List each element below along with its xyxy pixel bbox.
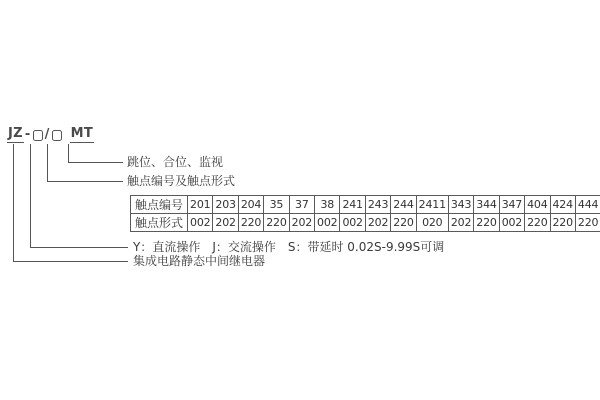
contact-form-cell: 002 <box>499 214 524 232</box>
connector-line-operation-horizontal <box>30 247 128 248</box>
contact-number-cell: 37 <box>289 196 314 214</box>
connector-line-relay-vertical <box>13 144 14 261</box>
contact-form-cell: 220 <box>391 214 416 232</box>
contact-form-cell: 002 <box>188 214 213 232</box>
contact-form-cell: 220 <box>525 214 550 232</box>
connector-line-contact-vertical <box>47 144 48 181</box>
mt-function-label: 跳位、合位、监视 <box>127 155 224 169</box>
contact-form-cell: 220 <box>474 214 499 232</box>
contact-number-cell: 243 <box>365 196 390 214</box>
model-prefix: JZ <box>8 126 23 141</box>
model-slash: / <box>44 127 50 142</box>
contact-number-cell: 201 <box>188 196 213 214</box>
connector-line-operation-vertical <box>30 144 31 247</box>
model-suffix: MT <box>70 126 94 141</box>
contact-form-cell: 220 <box>575 214 600 232</box>
contact-number-cell: 241 <box>340 196 365 214</box>
contact-number-cell: 2411 <box>416 196 448 214</box>
contact-form-cell: 220 <box>264 214 289 232</box>
contact-form-row <box>131 214 600 232</box>
contact-form-header: 触点形式 <box>131 214 188 232</box>
contact-number-cell: 204 <box>238 196 263 214</box>
connector-line-mt-vertical <box>68 144 69 162</box>
contact-number-cell: 444 <box>575 196 600 214</box>
connector-line-contact-horizontal <box>47 181 123 182</box>
contact-number-cell: 404 <box>525 196 550 214</box>
contact-form-cell: 202 <box>213 214 238 232</box>
contact-table <box>130 195 600 232</box>
model-dash: - <box>24 127 31 142</box>
contact-form-cell: 220 <box>238 214 263 232</box>
contact-form-cell: 002 <box>315 214 340 232</box>
contact-number-cell: 203 <box>213 196 238 214</box>
contact-number-row <box>131 196 600 214</box>
contact-number-cell: 347 <box>499 196 524 214</box>
contact-number-cell: 244 <box>391 196 416 214</box>
relay-type-label: 集成电路静态中间继电器 <box>133 254 266 268</box>
contact-number-cell: 344 <box>474 196 499 214</box>
contact-form-cell: 002 <box>340 214 365 232</box>
placeholder-box-icon <box>33 130 43 141</box>
contact-form-cell: 020 <box>416 214 448 232</box>
contact-format-label: 触点编号及触点形式 <box>127 174 236 188</box>
operation-mode-label: Y：直流操作 J：交流操作 S：带延时 0.02S-9.99S可调 <box>133 240 445 254</box>
model-designation <box>7 126 94 143</box>
contact-number-cell: 343 <box>448 196 473 214</box>
placeholder-box-icon <box>52 130 62 141</box>
contact-number-cell: 424 <box>550 196 575 214</box>
contact-number-cell: 35 <box>264 196 289 214</box>
contact-number-cell: 38 <box>315 196 340 214</box>
contact-form-cell: 220 <box>550 214 575 232</box>
contact-form-cell: 202 <box>365 214 390 232</box>
connector-line-relay-horizontal <box>13 261 128 262</box>
connector-line-mt-horizontal <box>68 162 123 163</box>
contact-number-header: 触点编号 <box>131 196 188 214</box>
contact-form-cell: 202 <box>448 214 473 232</box>
contact-form-cell: 202 <box>289 214 314 232</box>
